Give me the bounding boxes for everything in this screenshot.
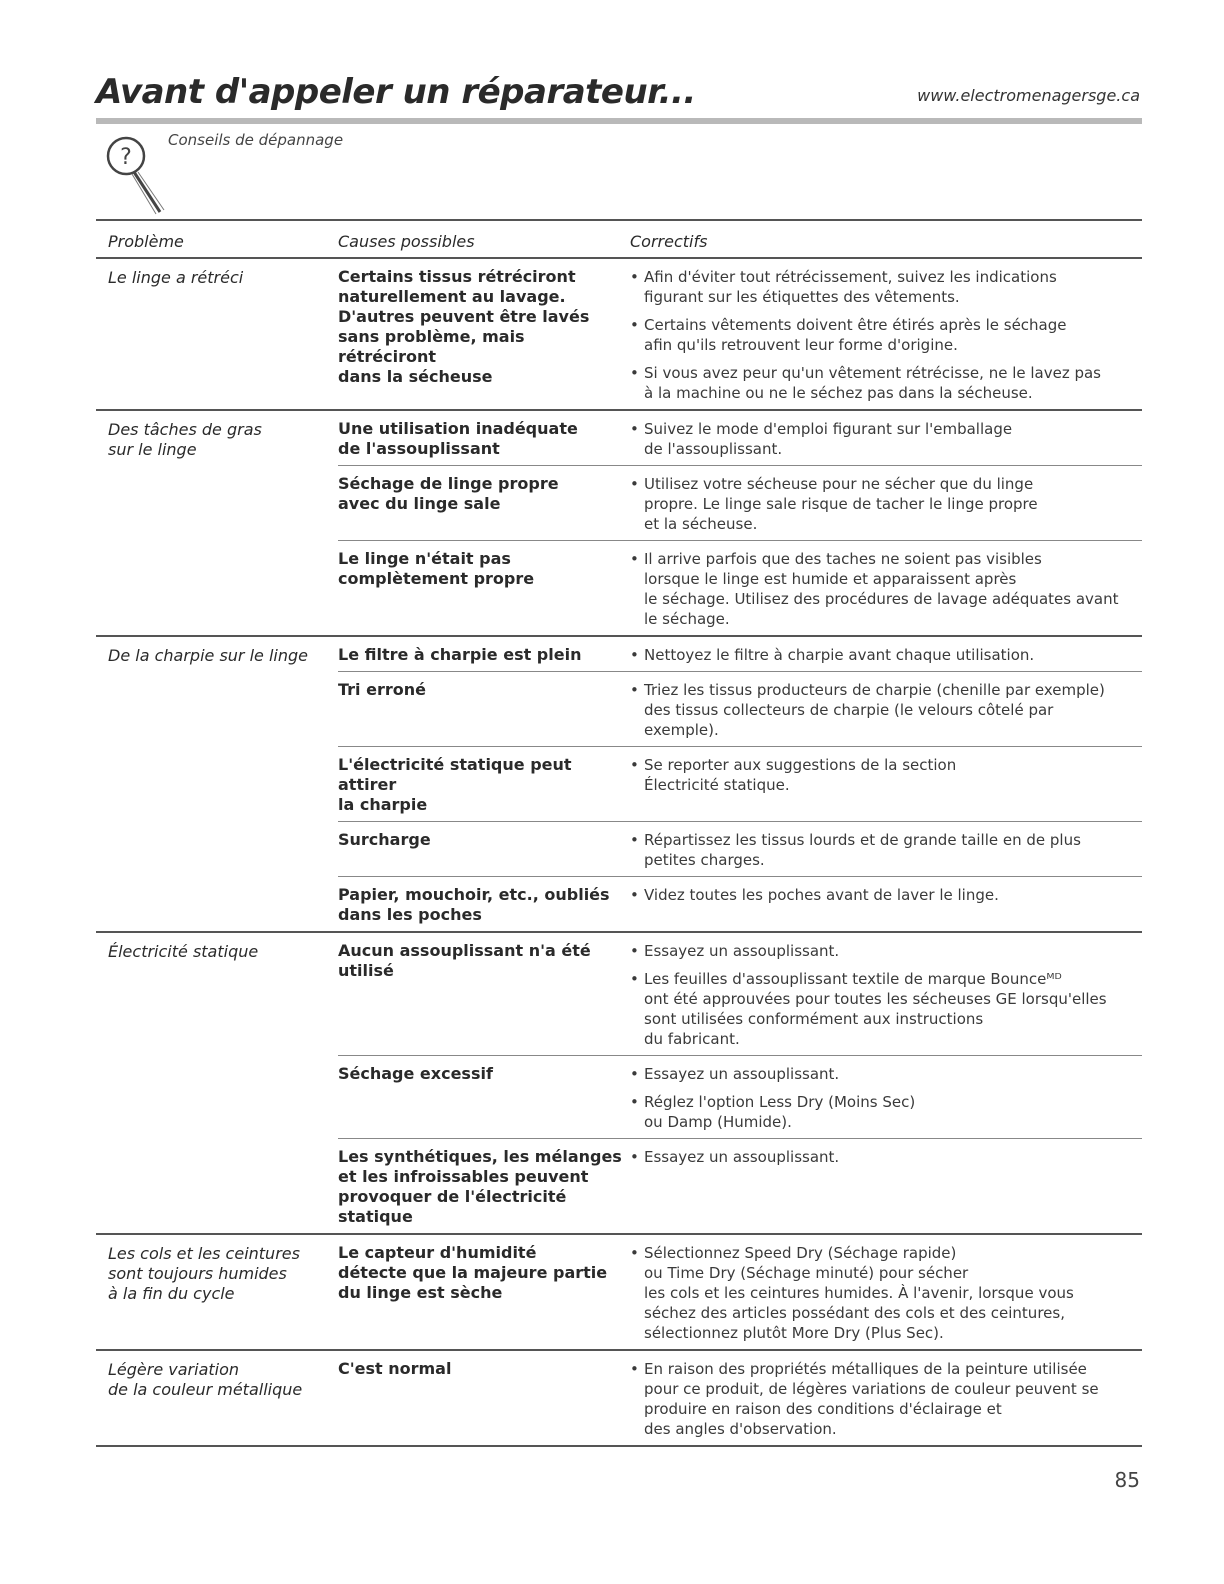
cause-fix-row xyxy=(338,259,1142,409)
fix-item: • Les feuilles d'assouplissant textile de marque Bounceᴹᴰ ont été approuvées pour toutes les sécheuses GE lorsqu'elles sont utilisées conformément aux instructions du fabricant. xyxy=(630,969,1142,1049)
page-header xyxy=(96,72,1142,124)
problem-text: Le linge a rétréci xyxy=(108,268,244,287)
fix-item: • Essayez un assouplissant. xyxy=(630,1064,1142,1084)
fix-item: • Il arrive parfois que des taches ne soient pas visibles lorsque le linge est humide et apparaissent après le séchage. Utilisez des procédures de lavage adéquates avant le séchage. xyxy=(630,549,1142,629)
header-fixes: Correctifs xyxy=(630,232,708,251)
cause-text: Une utilisation inadéquate de l'assouplissant xyxy=(338,419,578,458)
cause-fix-row xyxy=(338,637,1142,671)
cause-fix-row xyxy=(338,821,1142,876)
fix-item: • Essayez un assouplissant. xyxy=(630,941,1142,961)
problem-text: Électricité statique xyxy=(108,942,259,961)
cause-fix-row xyxy=(338,1235,1142,1349)
cause-text: C'est normal xyxy=(338,1359,452,1378)
problem-text: Les cols et les ceintures sont toujours humides à la fin du cycle xyxy=(108,1244,300,1303)
cause-text: Papier, mouchoir, etc., oubliés dans les poches xyxy=(338,885,610,924)
fix-list xyxy=(622,419,1142,459)
fix-list xyxy=(622,885,1142,925)
cause-text: Aucun assouplissant n'a été utilisé xyxy=(338,941,591,980)
fix-item: • Essayez un assouplissant. xyxy=(630,1147,1142,1167)
cause-text: Le capteur d'humidité détecte que la majeure partie du linge est sèche xyxy=(338,1243,608,1302)
fix-list xyxy=(622,830,1142,870)
cause-text: Les synthétiques, les mélanges et les infroissables peuvent provoquer de l'électricité statique xyxy=(338,1147,622,1226)
fix-list xyxy=(622,645,1142,665)
fix-item: • Certains vêtements doivent être étirés après le séchage afin qu'ils retrouvent leur forme d'origine. xyxy=(630,315,1142,355)
question-magnifier-icon xyxy=(104,126,168,216)
fix-item: • Si vous avez peur qu'un vêtement rétrécisse, ne le lavez pas à la machine ou ne le séchez pas dans la sécheuse. xyxy=(630,363,1142,403)
fix-item: • En raison des propriétés métalliques de la peinture utilisée pour ce produit, de légères variations de couleur peuvent se produire en raison des conditions d'éclairage et des angles d'observation. xyxy=(630,1359,1142,1439)
fix-list xyxy=(622,1147,1142,1227)
fix-list xyxy=(622,1359,1142,1439)
troubleshooting-tips-heading xyxy=(104,126,404,216)
fix-item: • Afin d'éviter tout rétrécissement, suivez les indications figurant sur les étiquettes des vêtements. xyxy=(630,267,1142,307)
page-number: 85 xyxy=(1114,1468,1140,1492)
problem-group xyxy=(96,637,1142,933)
fix-item: • Triez les tissus producteurs de charpie (chenille par exemple) des tissus collecteurs de charpie (le velours côtelé par exemple). xyxy=(630,680,1142,740)
page-title: Avant d'appeler un réparateur... xyxy=(96,72,696,112)
cause-text: Séchage excessif xyxy=(338,1064,493,1083)
tips-label: Conseils de dépannage xyxy=(168,131,344,149)
fix-list xyxy=(622,941,1142,1049)
problem-group xyxy=(96,1235,1142,1351)
cause-text: Séchage de linge propre avec du linge sale xyxy=(338,474,559,513)
fix-list xyxy=(622,755,1142,815)
fix-item: • Nettoyez le filtre à charpie avant chaque utilisation. xyxy=(630,645,1142,665)
cause-text: Le filtre à charpie est plein xyxy=(338,645,582,664)
fix-item: • Se reporter aux suggestions de la section Électricité statique. xyxy=(630,755,1142,795)
cause-text: Certains tissus rétréciront naturellement au lavage. D'autres peuvent être lavés sans problème, mais rétréciront dans la sécheuse xyxy=(338,267,590,386)
problem-group xyxy=(96,259,1142,411)
website-url[interactable]: www.electromenagersge.ca xyxy=(917,86,1140,105)
fix-list xyxy=(622,267,1142,403)
fix-item: • Sélectionnez Speed Dry (Séchage rapide) ou Time Dry (Séchage minuté) pour sécher les cols et les ceintures humides. À l'avenir, lorsque vous séchez des articles possédant des cols et des ceintures, sélectionnez plutôt More Dry (Plus Sec). xyxy=(630,1243,1142,1343)
problem-group xyxy=(96,411,1142,637)
troubleshooting-table xyxy=(96,219,1142,1447)
cause-fix-row xyxy=(338,1138,1142,1233)
cause-fix-row xyxy=(338,876,1142,931)
cause-text: Surcharge xyxy=(338,830,431,849)
cause-fix-row xyxy=(338,411,1142,465)
fix-item: • Répartissez les tissus lourds et de grande taille en de plus petites charges. xyxy=(630,830,1142,870)
fix-list xyxy=(622,1064,1142,1132)
cause-fix-row xyxy=(338,1055,1142,1138)
header-problem: Problème xyxy=(108,232,184,251)
cause-fix-row xyxy=(338,540,1142,635)
fix-list xyxy=(622,1243,1142,1343)
svg-text:?: ? xyxy=(120,145,132,170)
fix-item: • Réglez l'option Less Dry (Moins Sec) ou Damp (Humide). xyxy=(630,1092,1142,1132)
table-header xyxy=(96,221,1142,259)
fix-list xyxy=(622,549,1142,629)
cause-fix-row xyxy=(338,933,1142,1055)
problem-text: Légère variation de la couleur métallique xyxy=(108,1360,303,1399)
cause-fix-row xyxy=(338,465,1142,540)
header-causes: Causes possibles xyxy=(338,232,475,251)
cause-fix-row xyxy=(338,1351,1142,1445)
fix-list xyxy=(622,474,1142,534)
fix-item: • Utilisez votre sécheuse pour ne sécher que du linge propre. Le linge sale risque de tacher le linge propre et la sécheuse. xyxy=(630,474,1142,534)
problem-group xyxy=(96,1351,1142,1447)
cause-fix-row xyxy=(338,671,1142,746)
cause-text: Le linge n'était pas complètement propre xyxy=(338,549,535,588)
cause-fix-row xyxy=(338,746,1142,821)
problem-group xyxy=(96,933,1142,1235)
problem-text: De la charpie sur le linge xyxy=(108,646,308,665)
cause-text: Tri erroné xyxy=(338,680,426,699)
cause-text: L'électricité statique peut attirer la charpie xyxy=(338,755,572,814)
fix-item: • Videz toutes les poches avant de laver le linge. xyxy=(630,885,1142,905)
fix-list xyxy=(622,680,1142,740)
problem-text: Des tâches de gras sur le linge xyxy=(108,420,262,459)
table-body xyxy=(96,259,1142,1447)
fix-item: • Suivez le mode d'emploi figurant sur l'emballage de l'assouplissant. xyxy=(630,419,1142,459)
